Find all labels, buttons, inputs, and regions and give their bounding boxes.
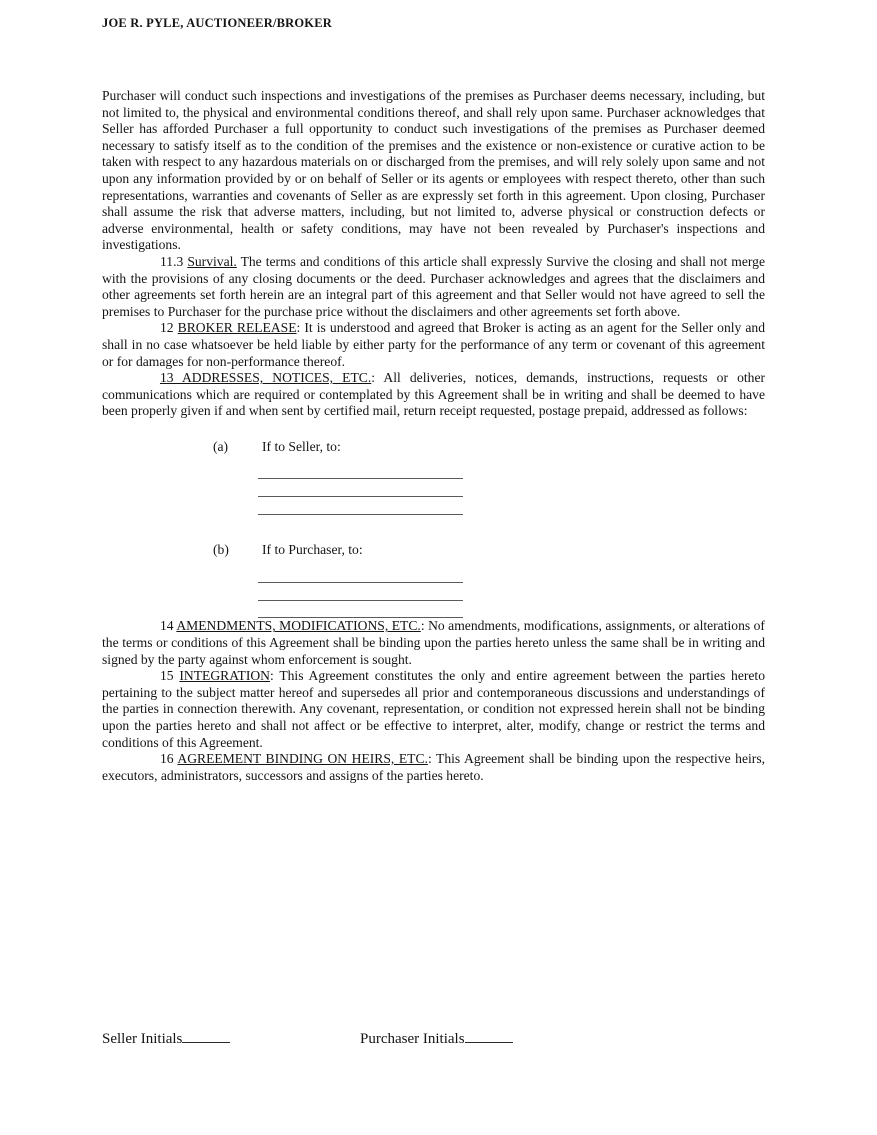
address-label-a: (a) — [213, 438, 229, 454]
section-heading: AGREEMENT BINDING ON HEIRS, ETC. — [177, 751, 428, 767]
section-number: 16 — [160, 751, 174, 767]
section-number: 15 — [160, 668, 174, 684]
paragraph-amendments — [102, 618, 765, 668]
document-header-title: JOE R. PYLE, AUCTIONEER/BROKER — [102, 16, 332, 30]
address-text-seller: If to Seller, to: — [262, 438, 341, 454]
paragraph-survival — [102, 254, 765, 320]
seller-initials-field — [102, 1028, 230, 1048]
blank-fill-line — [258, 583, 463, 601]
section-body: No amendments, modifications, assignments, or alterations of the terms or conditions of this Agreement shall be binding upon the parties hereto unless the same shall be in writing and signed by the party against whom enforcement is sought. — [102, 618, 765, 667]
purchaser-initials-label: Purchaser Initials — [360, 1031, 465, 1047]
section-heading: BROKER RELEASE — [177, 320, 297, 336]
section-separator: : — [371, 370, 376, 386]
section-heading: AMENDMENTS, MODIFICATIONS, ETC. — [176, 618, 421, 634]
paragraph-heirs — [102, 751, 765, 784]
purchaser-initials-field — [360, 1028, 513, 1048]
blank-fill-line — [258, 461, 463, 479]
section-heading: Survival. — [187, 253, 237, 269]
address-fill-lines-purchaser — [258, 565, 765, 619]
blank-fill-line — [258, 565, 463, 583]
address-fill-lines-seller — [258, 461, 765, 515]
section-body: It is understood and agreed that Broker is acting as an agent for the Seller only and shall in no case whatsoever be held liable by either party for the performance of any term or covenant of this agreement or for damages for non-performance thereof. — [102, 320, 766, 369]
address-block-seller — [102, 439, 765, 515]
section-separator: : — [420, 618, 425, 634]
seller-initials-label: Seller Initials — [102, 1031, 183, 1047]
address-row — [102, 439, 765, 456]
section-number: 12 — [160, 320, 174, 336]
blank-fill-line — [258, 601, 463, 619]
section-separator: : — [270, 668, 274, 684]
section-body: This Agreement constitutes the only and entire agreement between the parties hereto pertaining to the subject matter hereof and supersedes all prior and contemporaneous discussions and understandings of the parties in connection therewith. Any covenant, representation, or condition not expressed herein shall not be binding upon the parties hereto and shall not affect or be effective to interpret, alter, modify, change or restrict the terms and conditions of this Agreement. — [102, 668, 765, 750]
section-heading: 13 ADDRESSES, NOTICES, ETC. — [160, 370, 372, 386]
paragraph-integration — [102, 668, 765, 751]
section-heading: INTEGRATION — [179, 668, 270, 684]
seller-initials-blank-line — [182, 1028, 230, 1043]
section-body: The terms and conditions of this article shall expressly Survive the closing and shall not merge with the provisions of any closing documents or the deed. Purchaser acknowledges and agrees that the disclaimers and other agreements set forth herein are an integral part of this agreement and that Seller would not have agreed to sell the premises to Purchaser for the purchase price without the disclaimers and other agreements set forth above. — [102, 253, 765, 319]
address-block-purchaser — [102, 542, 765, 618]
paragraph-addresses-notices — [102, 370, 765, 420]
address-row — [102, 542, 765, 559]
address-label-b: (b) — [213, 542, 229, 558]
section-separator: : — [296, 320, 301, 336]
section-number: 11.3 — [160, 253, 184, 269]
address-text-purchaser: If to Purchaser, to: — [262, 542, 363, 558]
section-number: 14 — [160, 618, 174, 634]
section-body: This Agreement shall be binding upon the respective heirs, executors, administrators, successors and assigns of the parties hereto. — [102, 751, 766, 783]
document-content — [102, 0, 765, 784]
paragraph-inspection-continuation: Purchaser will conduct such inspections and investigations of the premises as Purchaser deems necessary, including, but not limited to, the physical and environmental conditions thereof, and shall rely upon same. Purchaser acknowledges that Seller has afforded Purchaser a full opportunity to conduct such investigations of the premises as Purchaser deemed necessary to satisfy itself as to the condition of the premises and the existence or non-existence or curative action to be taken with respect to any hazardous materials on or discharged from the premises, and will rely solely upon same and not upon any information provided by or on behalf of Seller or its agents or employees with respect thereto, other than such representations, warranties and covenants of Seller as are expressly set forth in this agreement. Upon closing, Purchaser shall assume the risk that adverse matters, including, but not limited to, adverse physical or construction defects or adverse environmental, health or safety conditions, may have not been revealed by Purchaser's inspections and investigations. — [102, 88, 765, 253]
blank-fill-line — [258, 497, 463, 515]
blank-fill-line — [258, 479, 463, 497]
paragraph-broker-release — [102, 320, 765, 370]
purchaser-initials-blank-line — [465, 1028, 513, 1043]
section-body: All deliveries, notices, demands, instructions, requests or other communications which are required or contemplated by this Agreement shall be in writing and shall be deemed to have been properly given if and when sent by certified mail, return receipt requested, postage prepaid, addressed as follows: — [102, 370, 766, 419]
section-separator: : — [427, 751, 432, 767]
